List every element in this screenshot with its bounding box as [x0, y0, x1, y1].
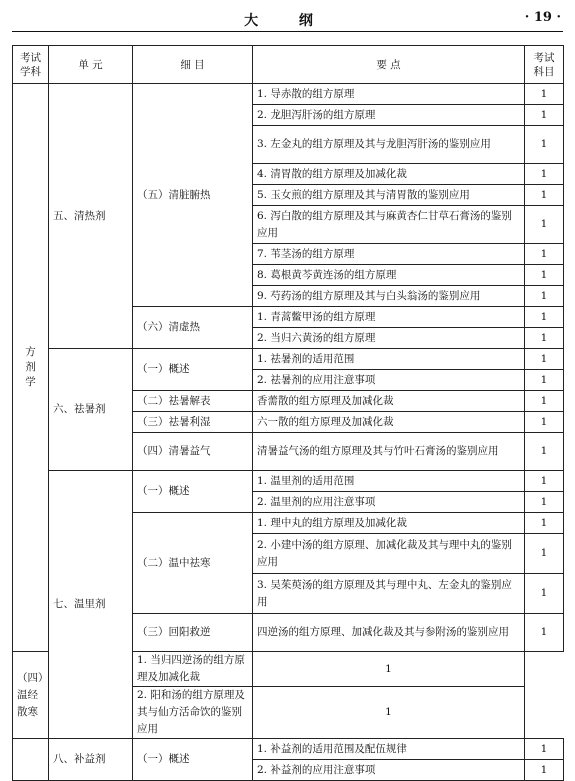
detail-cell-6-4: （四）清暑益气: [133, 433, 253, 471]
header-rule: [12, 31, 563, 32]
subject-label: 方剂学: [25, 346, 36, 388]
level-cell: 1: [525, 471, 564, 492]
point-cell: 5. 玉女煎的组方原理及其与清胃散的鉴别应用: [253, 185, 525, 206]
level-cell: 1: [525, 105, 564, 126]
col-unit-header: 单 元: [49, 46, 133, 84]
level-cell: 1: [525, 412, 564, 433]
level-cell: 1: [525, 328, 564, 349]
page-number: · 19 ·: [524, 10, 561, 25]
unit-cell-7: 七、温里剂: [49, 471, 133, 739]
level-cell: 1: [525, 265, 564, 286]
col-subject-header: 考试 学科: [13, 46, 49, 84]
detail-cell-6-3: （三）祛暑利湿: [133, 412, 253, 433]
subject-cell-continued: [13, 739, 49, 781]
point-cell: 2. 祛暑剂的应用注意事项: [253, 370, 525, 391]
point-cell: 2. 阳和汤的组方原理及其与仙方活命饮的鉴别应用: [133, 687, 253, 739]
detail-cell-5-5: （五）清脏腑热: [133, 84, 253, 307]
subject-cell: [13, 84, 49, 652]
col-detail-header: 细 目: [133, 46, 253, 84]
detail-cell-7-2: （二）温中祛寒: [133, 513, 253, 614]
level-cell: 1: [525, 370, 564, 391]
point-cell: 4. 清胃散的组方原理及加减化裁: [253, 164, 525, 185]
table-header-row: [13, 46, 564, 84]
detail-cell-7-1: （一）概述: [133, 471, 253, 513]
level-cell: 1: [525, 286, 564, 307]
point-cell: 9. 芍药汤的组方原理及其与白头翁汤的鉴别应用: [253, 286, 525, 307]
level-cell: 1: [525, 574, 564, 614]
point-cell: 3. 左金丸的组方原理及其与龙胆泻肝汤的鉴别应用: [253, 126, 525, 164]
detail-cell-7-3: （三）回阳救逆: [133, 614, 253, 652]
point-cell: 2. 当归六黄汤的组方原理: [253, 328, 525, 349]
level-cell: 1: [525, 534, 564, 574]
table-row: [13, 84, 564, 105]
point-cell: 2. 龙胆泻肝汤的组方原理: [253, 105, 525, 126]
point-cell: 2. 补益剂的应用注意事项: [253, 760, 525, 781]
point-cell: 3. 吴茱萸汤的组方原理及其与理中丸、左金丸的鉴别应用: [253, 574, 525, 614]
point-cell: 7. 苇茎汤的组方原理: [253, 244, 525, 265]
point-cell: 8. 葛根黄芩黄连汤的组方原理: [253, 265, 525, 286]
table-row: [13, 739, 564, 760]
detail-cell-6-1: （一）概述: [133, 349, 253, 391]
point-cell: 四逆汤的组方原理、加减化裁及其与参附汤的鉴别应用: [253, 614, 525, 652]
table-row: [13, 349, 564, 370]
level-cell: 1: [525, 739, 564, 760]
level-cell: 1: [525, 349, 564, 370]
point-cell: 香薷散的组方原理及加减化裁: [253, 391, 525, 412]
level-cell: 1: [525, 84, 564, 105]
point-cell: 1. 青蒿鳖甲汤的组方原理: [253, 307, 525, 328]
point-cell: 1. 当归四逆汤的组方原理及加减化裁: [133, 652, 253, 687]
level-cell: 1: [525, 307, 564, 328]
detail-cell-5-6: （六）清虚热: [133, 307, 253, 349]
syllabus-table: [12, 45, 564, 781]
level-cell: 1: [525, 614, 564, 652]
level-cell: 1: [525, 433, 564, 471]
point-cell: 六一散的组方原理及加减化裁: [253, 412, 525, 433]
level-cell: 1: [525, 760, 564, 781]
level-cell: 1: [253, 652, 525, 687]
unit-cell-8: 八、补益剂: [49, 739, 133, 781]
header-title: 大 纲: [244, 13, 331, 29]
point-cell: 清暑益气汤的组方原理及其与竹叶石膏汤的鉴别应用: [253, 433, 525, 471]
point-cell: 2. 温里剂的应用注意事项: [253, 492, 525, 513]
point-cell: 1. 理中丸的组方原理及加减化裁: [253, 513, 525, 534]
point-cell: 1. 温里剂的适用范围: [253, 471, 525, 492]
level-cell: 1: [525, 206, 564, 244]
detail-cell-8-1: （一）概述: [133, 739, 253, 781]
detail-cell-6-2: （二）祛暑解表: [133, 391, 253, 412]
page-header: [12, 6, 563, 32]
level-cell: 1: [525, 126, 564, 164]
point-cell: 1. 补益剂的适用范围及配伍规律: [253, 739, 525, 760]
level-cell: 1: [525, 513, 564, 534]
col-points-header: 要 点: [253, 46, 525, 84]
col-level-header: 考试 科目: [525, 46, 564, 84]
level-cell: 1: [525, 185, 564, 206]
level-cell: 1: [525, 164, 564, 185]
level-cell: 1: [525, 391, 564, 412]
point-cell: 1. 祛暑剂的适用范围: [253, 349, 525, 370]
table-row: [13, 471, 564, 492]
point-cell: 2. 小建中汤的组方原理、加减化裁及其与理中丸的鉴别应用: [253, 534, 525, 574]
level-cell: 1: [525, 244, 564, 265]
unit-cell-5: 五、清热剂: [49, 84, 133, 349]
point-cell: 6. 泻白散的组方原理及其与麻黄杏仁甘草石膏汤的鉴别应用: [253, 206, 525, 244]
point-cell: 1. 导赤散的组方原理: [253, 84, 525, 105]
level-cell: 1: [253, 687, 525, 739]
unit-cell-6: 六、祛暑剂: [49, 349, 133, 471]
level-cell: 1: [525, 492, 564, 513]
detail-cell-7-4: （四）温经散寒: [13, 652, 49, 739]
